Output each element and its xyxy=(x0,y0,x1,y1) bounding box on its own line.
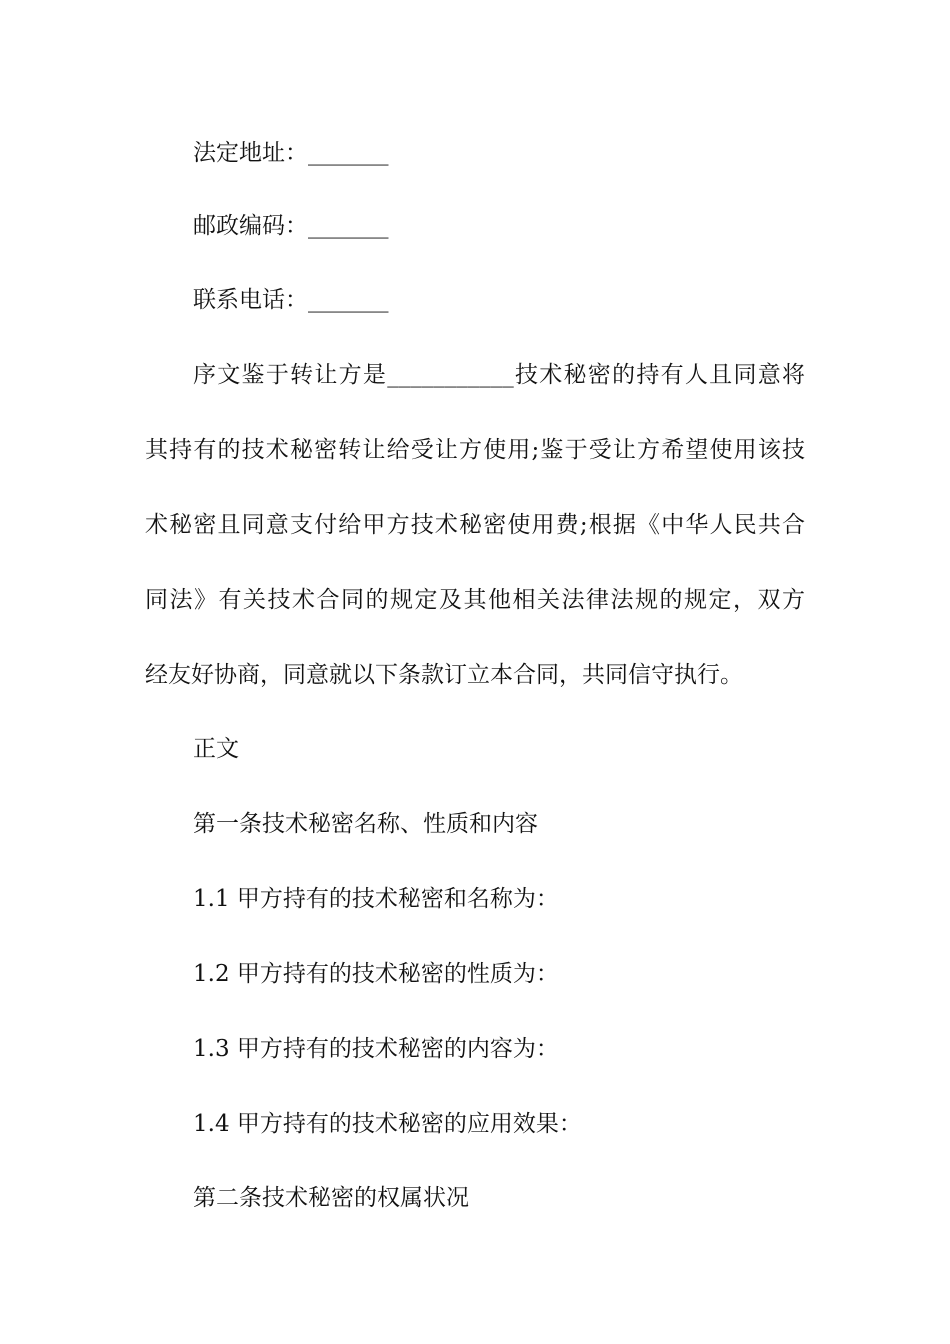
legal-address-label: 法定地址： xyxy=(193,140,308,166)
preamble-line-5: 经友好协商，同意就以下条款订立本合同，共同信守执行。 xyxy=(145,662,743,688)
article-2-title: 第二条技术秘密的权属状况 xyxy=(193,1185,469,1211)
clause-1-4: 1.4 甲方持有的技术秘密的应用效果： xyxy=(193,1111,582,1137)
clause-1-1: 1.1 甲方持有的技术秘密和名称为： xyxy=(193,886,559,912)
preamble-line-3: 术秘密且同意支付给甲方技术秘密使用费;根据《中华人民共合 xyxy=(145,512,805,538)
preamble-line-4: 同法》有关技术合同的规定及其他相关法律法规的规定，双方 xyxy=(145,587,805,613)
legal-address-blank: _______ xyxy=(308,140,389,166)
postal-code-label: 邮政编码： xyxy=(193,213,308,239)
postal-code-line xyxy=(193,211,389,241)
article-1-title: 第一条技术秘密名称、性质和内容 xyxy=(193,811,538,837)
phone-line xyxy=(193,285,389,315)
clause-1-3: 1.3 甲方持有的技术秘密的内容为： xyxy=(193,1036,559,1062)
legal-address-line xyxy=(193,138,389,168)
postal-code-blank: _______ xyxy=(308,213,389,239)
phone-label: 联系电话： xyxy=(193,287,308,313)
body-heading: 正文 xyxy=(193,736,239,762)
preamble-line-1: 序文鉴于转让方是___________技术秘密的持有人且同意将 xyxy=(193,362,805,388)
preamble-line-2: 其持有的技术秘密转让给受让方使用;鉴于受让方希望使用该技 xyxy=(145,437,805,463)
phone-blank: _______ xyxy=(308,287,389,313)
clause-1-2: 1.2 甲方持有的技术秘密的性质为： xyxy=(193,961,559,987)
